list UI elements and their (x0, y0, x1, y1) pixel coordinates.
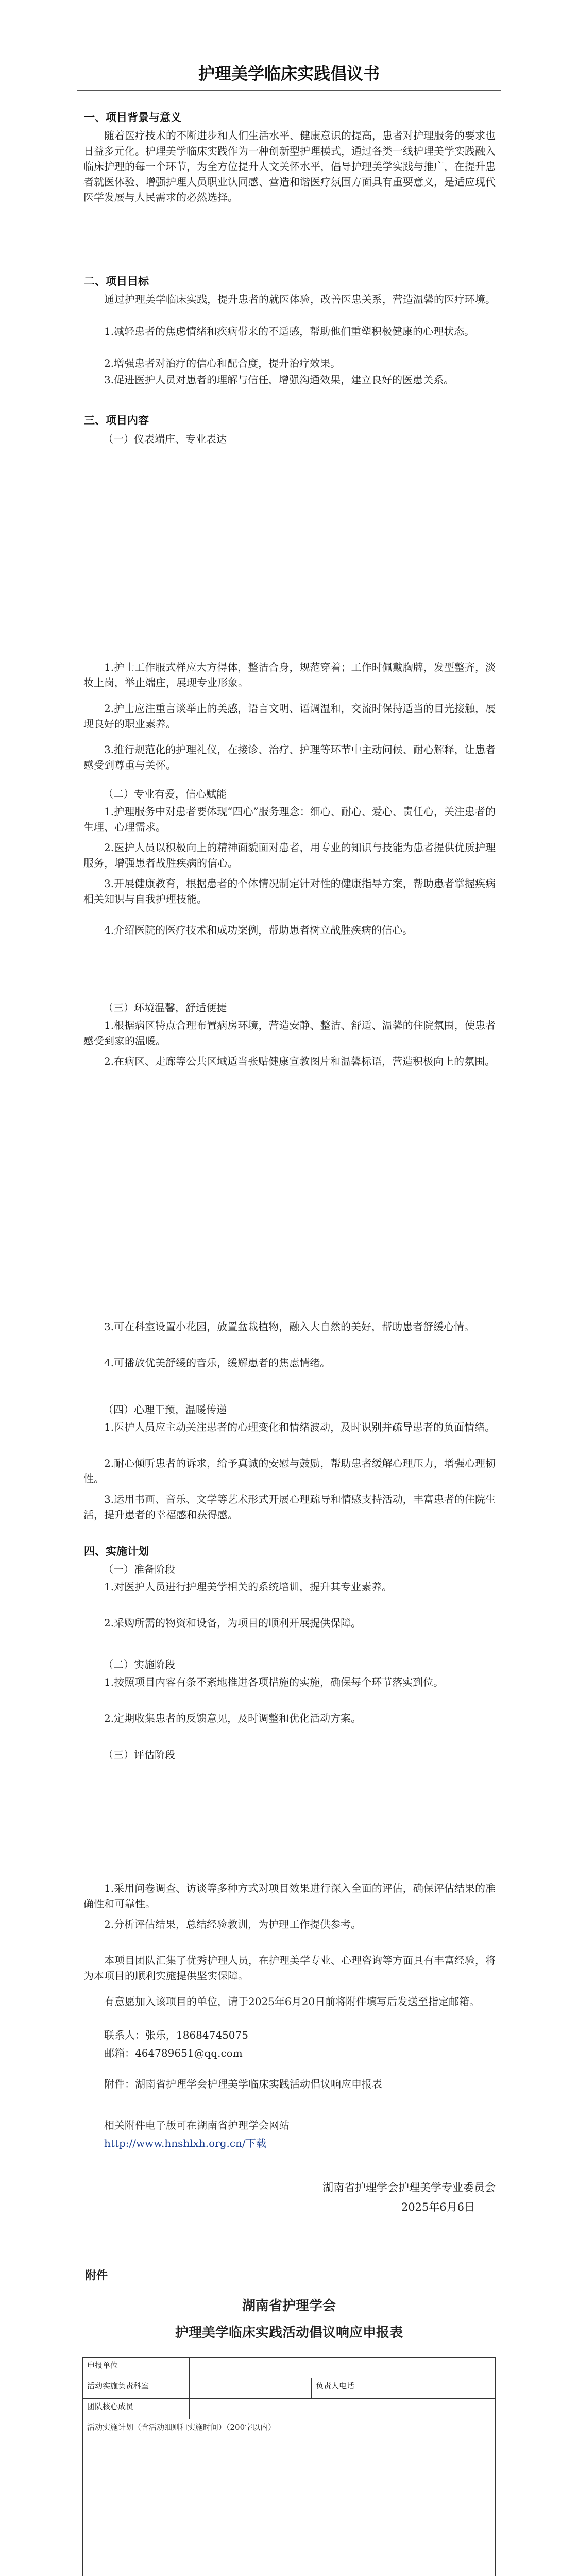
application-form (82, 2357, 496, 2576)
content-item: 3.运用书画、音乐、文学等艺术形式开展心理疏导和情感支持活动，丰富患者的住院生活，提升患者的幸福感和获得感。 (83, 1493, 496, 1521)
form-label-dept: 活动实施负责科室 (83, 2378, 190, 2399)
subheading-professional: （二）专业有爱，信心赋能 (103, 788, 227, 800)
form-field-plan[interactable] (83, 2419, 496, 2576)
signer: 湖南省护理学会护理美学专业委员会 (322, 2181, 496, 2194)
subheading-prep: （一）准备阶段 (103, 1563, 175, 1575)
subheading-evaluate: （三）评估阶段 (103, 1749, 175, 1761)
annex-form-title: 护理美学临床实践活动倡议响应申报表 (175, 2325, 403, 2341)
section-heading-plan: 四、实施计划 (84, 1545, 149, 1557)
goals-paragraph: 通过护理美学临床实践，提升患者的就医体验，改善医患关系，营造温馨的医疗环境。 (104, 293, 496, 306)
plan-item: 1.按照项目内容有条不紊地推进各项措施的实施，确保每个环节落实到位。 (104, 1676, 444, 1688)
subheading-environment: （三）环境温馨，舒适便捷 (103, 1002, 227, 1014)
form-label-plan: 活动实施计划（含活动细则和实施时间）（200字以内） (87, 2422, 276, 2432)
section-heading-background: 一、项目背景与意义 (84, 111, 181, 124)
link-label: 相关附件电子版可在湖南省护理学会网站 (104, 2119, 290, 2131)
background-paragraph: 随着医疗技术的不断进步和人们生活水平、健康意识的提高，患者对护理服务的要求也日益多元化。护理美学临床实践作为一种创新型护理模式，通过各类一线护理美学实践融入临床护理的每一个环节，为全方位提升人文关怀水平，倡导护理美学实践与推广，在提升患者就医体验、增强护理人员职业认同感、营造和谐医疗氛围方面具有重要意义，是适应现代医学发展与人民需求的必然选择。 (83, 129, 496, 204)
content-item: 3.可在科室设置小花园，放置盆栽植物，融入大自然的美好，帮助患者舒缓心情。 (104, 1320, 475, 1333)
subheading-appearance: （一）仪表端庄、专业表达 (103, 433, 227, 445)
content-item: 2.护士应注重言谈举止的美感，语言文明、语调温和，交流时保持适当的目光接触，展现良好的职业素养。 (83, 702, 496, 730)
title-rule (77, 90, 501, 91)
goal-item: 1.减轻患者的焦虑情绪和疾病带来的不适感，帮助他们重塑积极健康的心理状态。 (104, 325, 475, 337)
form-label-leader: 负责人电话 (312, 2378, 387, 2399)
form-field-team[interactable] (190, 2399, 496, 2419)
form-field-unit[interactable] (190, 2358, 496, 2378)
contact-email: 邮箱：464789651@qq.com (104, 2047, 243, 2059)
content-item: 4.介绍医院的医疗技术和成功案例，帮助患者树立战胜疾病的信心。 (104, 924, 413, 936)
download-link[interactable]: http://www.hnshlxh.org.cn/下载 (104, 2137, 266, 2149)
form-field-dept[interactable] (190, 2378, 312, 2399)
plan-item: 1.采用问卷调查、访谈等多种方式对项目效果进行深入全面的评估，确保评估结果的准确性和可靠性。 (83, 1882, 496, 1910)
subheading-implement: （二）实施阶段 (103, 1658, 175, 1671)
content-item: 3.开展健康教育，根据患者的个体情况制定针对性的健康指导方案，帮助患者掌握疾病相关知识与自我护理技能。 (83, 877, 496, 905)
plan-item: 2.分析评估结果，总结经验教训，为护理工作提供参考。 (104, 1918, 362, 1930)
closing-paragraph: 有意愿加入该项目的单位，请于2025年6月20日前将附件填写后发送至指定邮箱。 (104, 1995, 480, 2008)
content-item: 2.医护人员以积极向上的精神面貌面对患者，用专业的知识与技能为患者提供优质护理服务，增强患者战胜疾病的信心。 (83, 841, 496, 869)
subheading-psychology: （四）心理干预，温暖传递 (103, 1403, 227, 1416)
content-item: 1.护士工作服式样应大方得体，整洁合身，规范穿着；工作时佩戴胸牌，发型整齐，淡妆上岗，举止端庄，展现专业形象。 (83, 661, 496, 689)
content-item: 1.根据病区特点合理布置病房环境，营造安静、整洁、舒适、温馨的住院氛围，使患者感受到家的温暖。 (83, 1019, 496, 1047)
signing-date: 2025年6月6日 (401, 2201, 475, 2213)
content-item: 4.可播放优美舒缓的音乐，缓解患者的焦虑情绪。 (104, 1357, 331, 1369)
section-heading-content: 三、项目内容 (84, 414, 149, 427)
contact-person: 联系人：张乐，18684745075 (104, 2029, 248, 2041)
attachment-note: 附件：湖南省护理学会护理美学临床实践活动倡议响应申报表 (104, 2078, 382, 2090)
plan-item: 1.对医护人员进行护理美学相关的系统培训，提升其专业素养。 (104, 1581, 393, 1593)
goal-item: 2.增强患者对治疗的信心和配合度，提升治疗效果。 (104, 357, 341, 369)
goal-item: 3.促进医护人员对患者的理解与信任，增强沟通效果，建立良好的医患关系。 (104, 374, 454, 386)
content-item: 1.医护人员应主动关注患者的心理变化和情绪波动，及时识别并疏导患者的负面情绪。 (104, 1421, 496, 1433)
section-heading-goals: 二、项目目标 (84, 275, 149, 287)
plan-item: 2.采购所需的物资和设备，为项目的顺利开展提供保障。 (104, 1617, 362, 1629)
content-item: 2.耐心倾听患者的诉求，给予真诚的安慰与鼓励，帮助患者缓解心理压力，增强心理韧性。 (83, 1457, 496, 1485)
content-item: 2.在病区、走廊等公共区域适当张贴健康宣教图片和温馨标语，营造积极向上的氛围。 (104, 1055, 496, 1067)
content-item: 3.推行规范化的护理礼仪，在接诊、治疗、护理等环节中主动问候、耐心解释，让患者感受到尊重与关怀。 (83, 743, 496, 771)
form-label-team: 团队核心成员 (83, 2399, 190, 2419)
closing-paragraph: 本项目团队汇集了优秀护理人员，在护理美学专业、心理咨询等方面具有丰富经验，将为本项目的顺利实施提供坚实保障。 (83, 1954, 496, 1982)
annex-label: 附件 (85, 2269, 108, 2282)
form-label-unit: 申报单位 (83, 2358, 190, 2378)
annex-org: 湖南省护理学会 (242, 2298, 336, 2314)
plan-item: 2.定期收集患者的反馈意见，及时调整和优化活动方案。 (104, 1712, 362, 1724)
page-title: 护理美学临床实践倡议书 (198, 64, 380, 83)
form-field-leader[interactable] (387, 2378, 496, 2399)
content-item: 1.护理服务中对患者要体现“四心”服务理念：细心、耐心、爱心、责任心，关注患者的生理、心理需求。 (83, 805, 496, 833)
